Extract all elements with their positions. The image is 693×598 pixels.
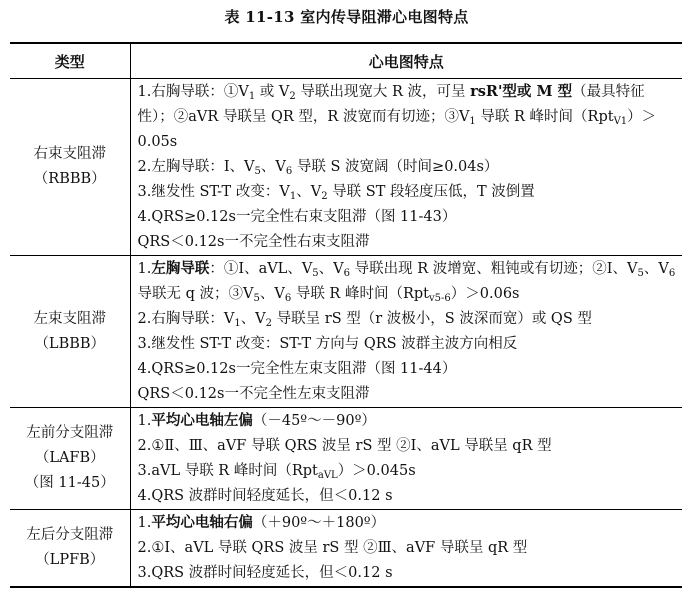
feature-line: 1.平均心电轴左偏（－45º～－90º） (137, 412, 376, 429)
features-cell (130, 256, 682, 408)
features-cell (130, 79, 682, 256)
type-name: 左后分支阻滞 (26, 527, 114, 543)
feature-line: QRS＜0.12s一不完全性左束支阻滞 (137, 386, 370, 402)
feature-line: 2.左胸导联：Ⅰ、$V_5$、$V_6$ 导联 S 波宽阔（时间≥0.04s） (137, 159, 499, 177)
feature-line: 1.右胸导联：$①V_1$ 或 $V_2$ 导联出现宽大 R 波，可呈 rsR'型或 M 型（最具特征性）；②aVR 导联呈 QR 型，R 波宽而有切迹；$③V_1$ 导联 R 峰时间（Rpt$_{V1}$）＞0.05s (137, 83, 657, 150)
type-name: 左束支阻滞 (33, 310, 106, 327)
table-header-row (10, 43, 682, 79)
table-row (10, 510, 682, 588)
type-abbr: （RBBB） (33, 171, 106, 187)
feature-line: 3.QRS 波群时间轻度延长，但＜0.12 s (137, 565, 393, 581)
type-abbr: （LAFB） (34, 450, 105, 466)
type-figure-ref: （图 11-45） (24, 475, 115, 491)
feature-line: 2.①Ⅰ、aVL 导联 QRS 波呈 rS 型 ②Ⅲ、aVF 导联呈 qR 型 (137, 540, 528, 556)
feature-line: 4.QRS≥0.12s一完全性左束支阻滞（图 11-44） (137, 361, 457, 377)
features-cell (130, 510, 682, 588)
type-abbr: （LPFB） (35, 552, 105, 568)
feature-line: 3.aVL 导联 R 峰时间（Rpt$_{aVL}$）＞0.045s (137, 463, 416, 481)
table-row (10, 79, 682, 256)
type-cell (10, 79, 130, 256)
type-cell (10, 256, 130, 408)
feature-line: 3.继发性 ST-T 改变：$V_1$、$V_2$ 导联 ST 段轻度压低，T 波倒置 (137, 184, 535, 202)
feature-line: 4.QRS 波群时间轻度延长，但＜0.12 s (137, 488, 393, 504)
feature-line: 3.继发性 ST-T 改变：ST-T 方向与 QRS 波群主波方向相反 (137, 336, 518, 352)
feature-line: 1.左胸导联：①Ⅰ、aVL、$V_5$、$V_6$ 导联出现 R 波增宽、粗钝或有切迹；②Ⅰ、$V_5$、$V_6$ 导联无 q 波；$③V_5$、$V_6$ 导联 R 峰时间（Rpt$_{v5-6}$）＞0.06s (137, 260, 676, 304)
features-cell (130, 408, 682, 510)
ecg-features-table (10, 42, 682, 588)
header-features: 心电图特点 (130, 43, 682, 79)
feature-line: QRS＜0.12s一不完全性右束支阻滞 (137, 234, 370, 250)
table-row (10, 256, 682, 408)
type-name: 右束支阻滞 (33, 146, 106, 162)
feature-line: 2.①Ⅱ、Ⅲ、aVF 导联 QRS 波呈 rS 型 ②Ⅰ、aVL 导联呈 qR 型 (137, 438, 552, 454)
type-name: 左前分支阻滞 (26, 425, 114, 441)
header-type: 类型 (10, 43, 130, 79)
type-cell (10, 408, 130, 510)
table-row (10, 408, 682, 510)
feature-line: 4.QRS≥0.12s一完全性右束支阻滞（图 11-43） (137, 209, 457, 225)
type-cell (10, 510, 130, 588)
feature-line: 1.平均心电轴右偏（＋90º～＋180º） (137, 514, 386, 531)
feature-line: 2.右胸导联：$V_1$、$V_2$ 导联呈 rS 型（r 波极小，S 波深而宽）或 QS 型 (137, 311, 592, 329)
type-abbr: （LBBB） (34, 335, 106, 352)
table-title: 表 11-13 室内传导阻滞心电图特点 (224, 8, 469, 26)
